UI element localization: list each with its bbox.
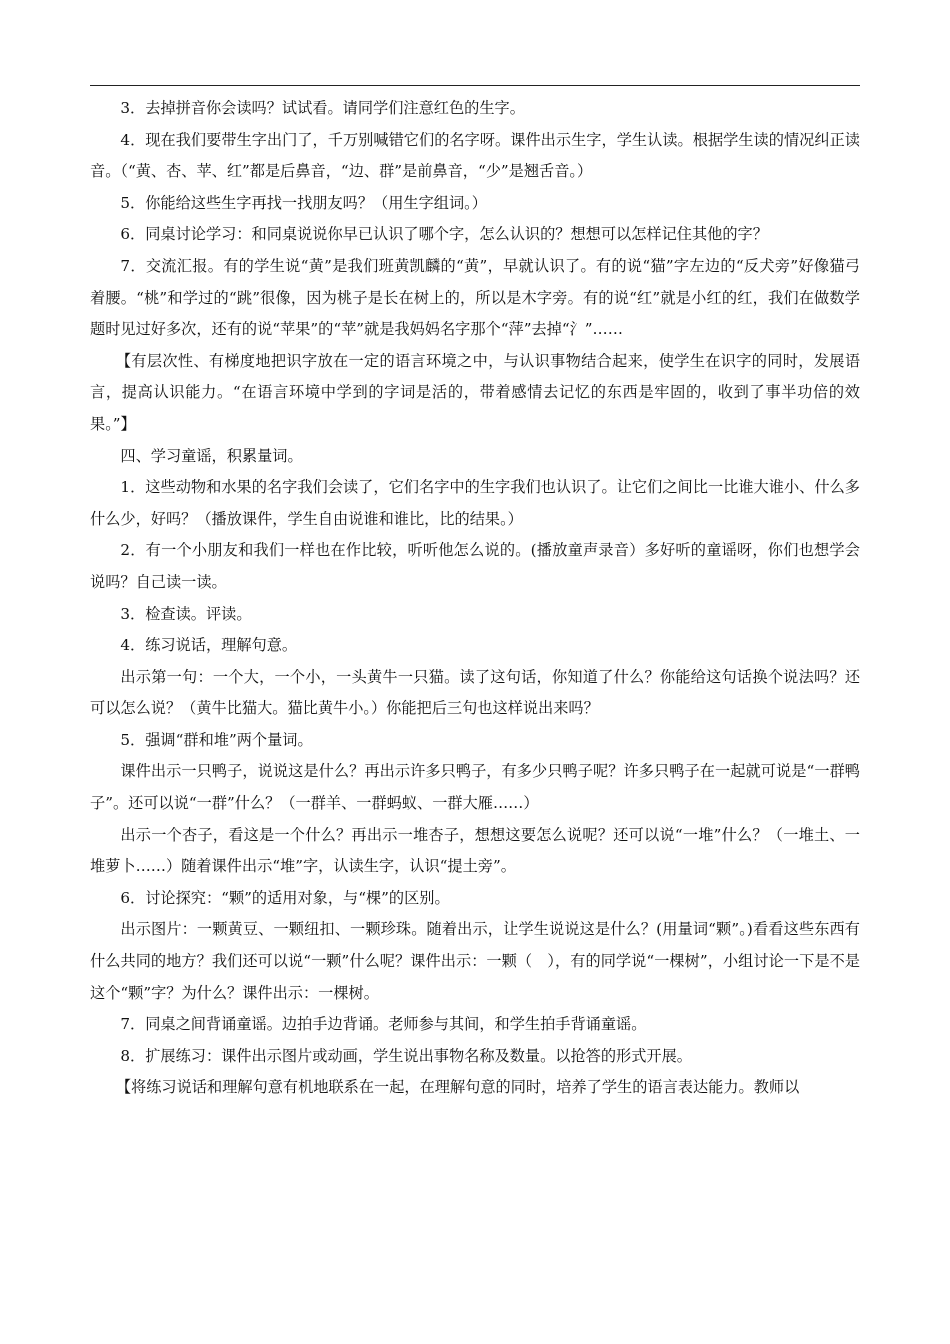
paragraph: 6．同桌讨论学习：和同桌说说你早已认识了哪个字，怎么认识的？想想可以怎样记住其他的字？ [120, 225, 768, 244]
paragraph: 7．同桌之间背诵童谣。边拍手边背诵。老师参与其间，和学生拍手背诵童谣。 [120, 1015, 647, 1034]
paragraph: 2．有一个小朋友和我们一样也在作比较，听听他怎么说的。(播放童声录音）多好听的童谣呀，你们也想学会说吗？自己读一读。 [90, 541, 860, 591]
paragraph: 5．你能给这些生字再找一找朋友吗？（用生字组词。） [120, 193, 487, 212]
paragraph: 4．现在我们要带生字出门了，千万别喊错它们的名字呀。课件出示生字，学生认读。根据学生读的情况纠正读音。（“黄、杏、苹、红”都是后鼻音，“边、群”是前鼻音，“少”是翘舌音。） [90, 130, 860, 181]
paragraph: 3．去掉拼音你会读吗？试试看。请同学们注意红色的生字。 [120, 99, 525, 117]
paragraph: 5．强调“群和堆”两个量词。 [120, 730, 313, 749]
paragraph: 8．扩展练习：课件出示图片或动画，学生说出事物名称及数量。以抢答的形式开展。 [120, 1046, 692, 1065]
commentary-paragraph: 【有层次性、有梯度地把识字放在一定的语言环境之中，与认识事物结合起来，使学生在识字的同时，发展语言，提高认识能力。“在语言环境中学到的字词是活的，带着感情去记忆的东西是牢固的，收到了事半功倍的效果。”】 [90, 351, 860, 433]
paragraph: 出示一个杏子，看这是一个什么？再出示一堆杏子，想想这要怎么说呢？还可以说“一堆”什么？（一堆土、一堆萝卜……）随着课件出示“堆”字，认读生字，认识“提土旁”。 [90, 825, 860, 876]
paragraph: 课件出示一只鸭子，说说这是什么？再出示许多只鸭子，有多少只鸭子呢？许多只鸭子在一起就可说是“一群鸭子”。还可以说“一群”什么？（一群羊、一群蚂蚁、一群大雁……） [90, 762, 860, 813]
paragraph: 出示第一句：一个大，一个小，一头黄牛一只猫。读了这句话，你知道了什么？你能给这句话换个说法吗？还可以怎么说？（黄牛比猫大。猫比黄牛小。）你能把后三句也这样说出来吗？ [90, 667, 860, 718]
paragraph: 出示图片：一颗黄豆、一颗纽扣、一颗珍珠。随着出示，让学生说说这是什么？(用量词“颗”。)看看这些东西有什么共同的地方？我们还可以说“一颗”什么呢？课件出示：一颗（ ），有的同学说“一棵树”，小组讨论一下是不是这个“颗”字？为什么？课件出示：一棵树。 [90, 920, 860, 1002]
header-rule [90, 85, 860, 86]
paragraph: 3．检查读。评读。 [120, 604, 252, 623]
document-body [90, 93, 860, 1104]
commentary-paragraph: 【将练习说话和理解句意有机地联系在一起，在理解句意的同时，培养了学生的语言表达能力。教师以 [115, 1078, 800, 1097]
paragraph: 6．讨论探究：“颗”的适用对象，与“棵”的区别。 [120, 888, 450, 907]
paragraph: 1．这些动物和水果的名字我们会读了，它们名字中的生字我们也认识了。让它们之间比一比谁大谁小、什么多什么少，好吗？（播放课件，学生自由说谁和谁比，比的结果。） [90, 478, 860, 528]
paragraph: 4．练习说话，理解句意。 [120, 636, 298, 655]
section-heading: 四、学习童谣，积累量词。 [120, 446, 303, 465]
paragraph: 7．交流汇报。有的学生说“黄”是我们班黄凯麟的“黄”，早就认识了。有的说“猫”字左边的“反犬旁”好像猫弓着腰。“桃”和学过的“跳”很像，因为桃子是长在树上的，所以是木字旁。有的说“红”就是小红的红，我们在做数学题时见过好多次，还有的说“苹果”的“苹”就是我妈妈名字那个“萍”去掉“氵”…… [90, 256, 860, 339]
